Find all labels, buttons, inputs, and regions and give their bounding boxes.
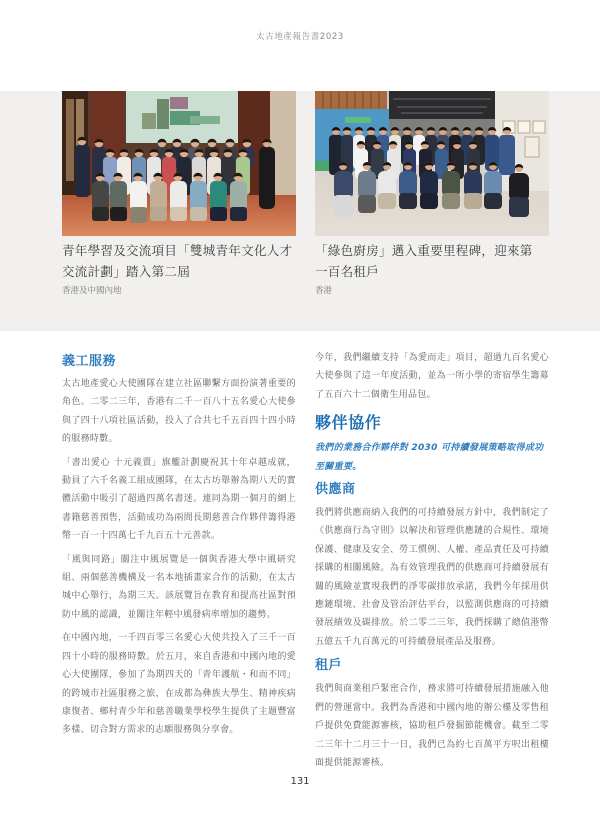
highlight-title-line: 一百名租戶 — [315, 264, 380, 279]
highlight-title — [315, 240, 549, 282]
highlight-title-line: 「綠色廚房」邁入重要里程碑，迎來第 — [315, 243, 533, 258]
right-column — [315, 349, 549, 777]
volunteer-paragraph: 今年，我們繼續支持「為愛而走」項目，超過九百名愛心大使參與了這一年度活動，並為一所小學的寄宿學生籌募了五百六十二個衛生用品包。 — [315, 353, 549, 400]
suppliers-heading: 供應商 — [315, 482, 356, 498]
volunteer-paragraph: 「書出愛心 十元義賣」旗艦計劃慶祝其十年卓越成就，動員了六千名義工組成團隊，在太古坊舉辦為期八天的實體活動中吸引了超過四萬名書迷。連同為期一個月的網上書籍慈善預售，活動成功為兩間長期慈善合作夥伴籌得港幣一百一十四萬七千九百五十元善款。 — [62, 457, 296, 542]
highlight-title-line: 交流計劃」踏入第二屆 — [62, 264, 191, 279]
page-number: 131 — [290, 776, 310, 787]
tenants-paragraph: 我們與商業租戶緊密合作，務求將可持續發展措施融入他們的營運當中。我們為香港和中國內地的辦公樓及零售租戶提供免費能源審核，協助租戶發掘節能機會。截至二零二三年十二月三十一日，我們已為約七百萬平方呎出租樓面提供能源審核。 — [315, 684, 549, 768]
highlight-title-line: 青年學習及交流項目「雙城青年文化人才 — [62, 243, 293, 258]
highlight-card-green-kitchen — [315, 91, 549, 298]
volunteer-paragraph: 「風與同路」關注中風展覽是一個與香港大學中風研究組、兩個慈善機構及一名本地插畫家合作的活動，在太古城中心舉行，為期三天。該展覽旨在教育和提高社區對預防中風的認識，並關注年輕中風發病率增加的趨勢。 — [62, 554, 296, 620]
green-kitchen-group-photo — [315, 91, 549, 236]
tenants-heading: 租戶 — [315, 658, 343, 674]
volunteer-service-heading: 義工服務 — [62, 354, 117, 369]
volunteer-paragraph: 太古地產愛心大使團隊在建立社區聯繫方面扮演著重要的角色。二零二三年，香港有二千一百八十五名愛心大使參與了四十八項社區活動，投入了合共七千五百四十四小時的服務時數。 — [62, 379, 296, 445]
left-column — [62, 352, 296, 745]
report-title: 太古地產報告書2023 — [256, 32, 344, 42]
highlight-region: 香港及中國內地 — [62, 286, 122, 296]
youth-exchange-group-photo — [62, 91, 296, 236]
partnership-heading: 夥伴協作 — [315, 413, 382, 433]
highlight-title — [62, 240, 296, 282]
volunteer-paragraph: 在中國內地，一千四百零三名愛心大使共投入了三千一百四十小時的服務時數。於五月，來自香港和中國內地的愛心大使團隊，參加了為期四天的「青年護航・和而不同」的跨城市社區服務之旅，在成都為彝族大學生、精神疾病康復者、鄉村青少年和慈善職業學校學生提供了主題豐富多樣、切合對方需求的志願服務與分享會。 — [62, 633, 296, 736]
highlight-region: 香港 — [315, 286, 333, 296]
highlight-card-youth-exchange — [62, 91, 296, 298]
partnership-intro: 我們的業務合作夥伴對 2030 可持續發展策略取得成功至關重要。 — [315, 443, 544, 472]
suppliers-paragraph: 我們將供應商納入我們的可持續發展方針中，我們制定了《供應商行為守則》以解決和管理供應鏈的合規性、環境保護、健康及安全、勞工慣例、人權、產品責任及可持續採購的相關風險。為有效管理我們的供應商可持續發展有關的風險並實現我們的淨零碳排放承諾，我們今年採用供應鏈環境、社會及管治評估平台，以監測供應商的可持續發展績效及碳排放。於二零二三年，我們採購了總值港幣五億五千九百萬元的可持續發展產品及服務。 — [315, 508, 549, 647]
